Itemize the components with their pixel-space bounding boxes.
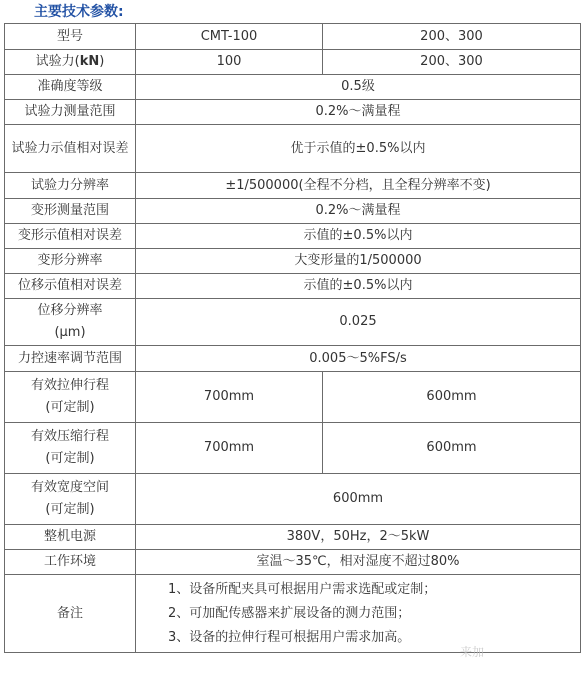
cell-value: 600mm bbox=[323, 423, 581, 474]
note-line: 3、设备的拉伸行程可根据用户需求加高。 bbox=[168, 629, 411, 645]
note-line: 2、可加配传感器来扩展设备的测力范围； bbox=[168, 605, 411, 621]
label-line: (可定制) bbox=[45, 502, 95, 517]
label-line: (可定制) bbox=[45, 451, 95, 466]
cell-value: 600mm bbox=[323, 372, 581, 423]
cell-value: 0.5级 bbox=[136, 75, 581, 100]
cell-value: 0.025 bbox=[136, 299, 581, 346]
table-row bbox=[5, 423, 581, 474]
table-row bbox=[5, 224, 581, 249]
spec-table bbox=[4, 23, 581, 653]
note-line: 1、设备所配夹具可根据用户需求选配或定制； bbox=[168, 581, 437, 597]
row-label bbox=[5, 474, 136, 525]
row-label: 试验力分辨率 bbox=[5, 173, 136, 199]
row-label: 试验力示值相对误差 bbox=[5, 125, 136, 173]
table-row bbox=[5, 24, 581, 50]
label-line: (可定制) bbox=[45, 400, 95, 415]
label-line: 有效拉伸行程 bbox=[30, 378, 109, 393]
cell-value: 0.2%～满量程 bbox=[136, 100, 581, 125]
table-row bbox=[5, 575, 581, 653]
cell-value: 0.005～5%FS/s bbox=[136, 346, 581, 372]
label-line: 有效宽度空间 bbox=[30, 480, 109, 495]
table-row bbox=[5, 100, 581, 125]
row-label: 力控速率调节范围 bbox=[5, 346, 136, 372]
label-line: 位移分辨率 bbox=[37, 303, 103, 318]
cell-value: 200、300 bbox=[323, 24, 581, 50]
row-label: 试验力测量范围 bbox=[5, 100, 136, 125]
cell-value: 室温～35℃，相对湿度不超过80% bbox=[136, 550, 581, 575]
row-label bbox=[5, 50, 136, 75]
section-heading: 主要技术参数: bbox=[34, 4, 124, 20]
cell-value: 示值的±0.5%以内 bbox=[136, 274, 581, 299]
cell-value: 100 bbox=[136, 50, 323, 75]
table-row bbox=[5, 199, 581, 224]
cell-value: ±1/500000(全程不分档，且全程分辨率不变) bbox=[136, 173, 581, 199]
notes-cell bbox=[136, 575, 581, 653]
table-row bbox=[5, 372, 581, 423]
unit-kn: kN bbox=[79, 54, 100, 69]
cell-value: 示值的±0.5%以内 bbox=[136, 224, 581, 249]
table-row bbox=[5, 474, 581, 525]
watermark: 来加 bbox=[460, 645, 485, 659]
table-row bbox=[5, 50, 581, 75]
label-part: ) bbox=[99, 54, 105, 69]
cell-value: 200、300 bbox=[323, 50, 581, 75]
cell-value: 700mm bbox=[136, 372, 323, 423]
table-row bbox=[5, 525, 581, 550]
row-label: 位移示值相对误差 bbox=[5, 274, 136, 299]
table-row bbox=[5, 346, 581, 372]
row-label: 变形测量范围 bbox=[5, 199, 136, 224]
table-row bbox=[5, 75, 581, 100]
row-label: 型号 bbox=[5, 24, 136, 50]
cell-value: CMT-100 bbox=[136, 24, 323, 50]
row-label: 备注 bbox=[5, 575, 136, 653]
table-row bbox=[5, 173, 581, 199]
table-row bbox=[5, 550, 581, 575]
cell-value: 600mm bbox=[136, 474, 581, 525]
cell-value: 0.2%～满量程 bbox=[136, 199, 581, 224]
row-label bbox=[5, 372, 136, 423]
row-label: 变形示值相对误差 bbox=[5, 224, 136, 249]
cell-value: 700mm bbox=[136, 423, 323, 474]
row-label: 准确度等级 bbox=[5, 75, 136, 100]
table-row bbox=[5, 249, 581, 274]
label-line: 有效压缩行程 bbox=[30, 429, 109, 444]
label-line: (μm) bbox=[54, 325, 86, 340]
row-label bbox=[5, 423, 136, 474]
table-row bbox=[5, 274, 581, 299]
row-label: 工作环境 bbox=[5, 550, 136, 575]
row-label: 变形分辨率 bbox=[5, 249, 136, 274]
table-row bbox=[5, 299, 581, 346]
cell-value: 380V，50Hz，2～5kW bbox=[136, 525, 581, 550]
cell-value: 优于示值的±0.5%以内 bbox=[136, 125, 581, 173]
table-row bbox=[5, 125, 581, 173]
cell-value: 大变形量的1/500000 bbox=[136, 249, 581, 274]
label-part: 试验力( bbox=[35, 54, 80, 69]
row-label: 整机电源 bbox=[5, 525, 136, 550]
row-label bbox=[5, 299, 136, 346]
